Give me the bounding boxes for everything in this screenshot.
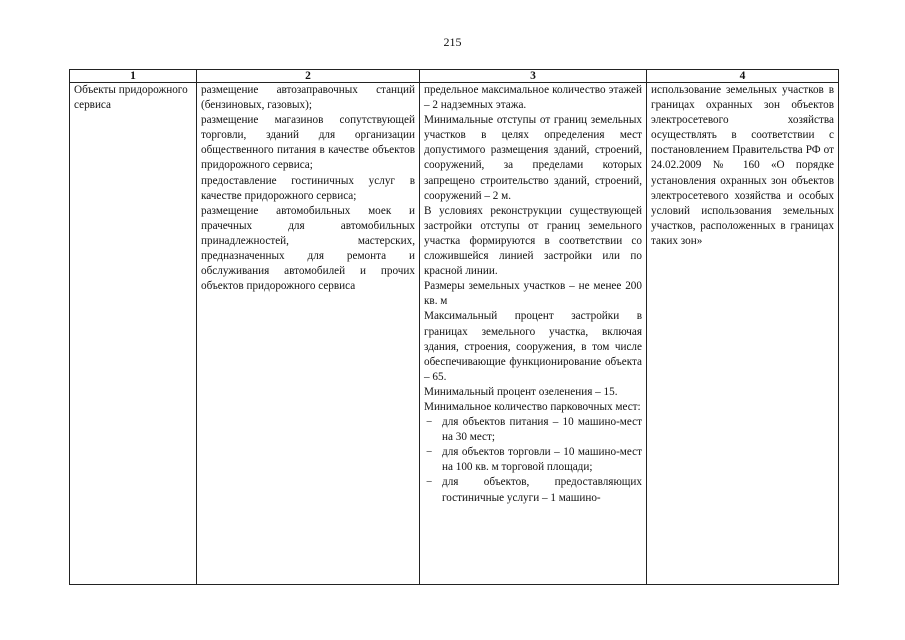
parking-list [424,415,642,506]
column-header-2: 2 [197,70,420,83]
permitted-use-item: предоставление гостиничных услуг в качестве придорожного сервиса; [201,174,415,202]
restrictions-cell [647,83,839,585]
permitted-use-item: размещение магазинов сопутствующей торговли, зданий для организации общественного питания в качестве объектов придорожного сервиса; [201,114,415,172]
permitted-use-cell [197,83,420,585]
parameters-cell [420,83,647,585]
page-number: 215 [443,35,462,49]
permitted-use-item: размещение автозаправочных станций (бензиновых, газовых); [201,84,415,112]
regulations-table [69,69,839,585]
table-row [70,83,839,585]
parameter-paragraph: предельное максимальное количество этажей – 2 надземных этажа. [424,84,642,112]
column-header-4: 4 [647,70,839,83]
parameter-paragraph: Размеры земельных участков – не менее 200 кв. м [424,280,642,308]
parameter-paragraph: Минимальное количество парковочных мест: [424,400,641,413]
column-header-3: 3 [420,70,647,83]
restrictions-text: использование земельных участков в границах охранных зон объектов электросетевого хозяйства осуществлять в соответствии с постановлением Правительства РФ от 24.02.2009 № 160 «О порядке установления охранных зон объектов электросетевого хозяйства и особых условий использования земельных участков, расположенных в границах таких зон» [651,84,834,247]
parameter-paragraph: Минимальные отступы от границ земельных участков в целях определения мест допустимого размещения зданий, строений, сооружений, за пределами которых запрещено строительство зданий, строений, сооружений – 2 м. [424,114,642,202]
list-item: − для объектов, предоставляющих гостиничные услуги – 1 машино- [424,475,642,505]
column-header-1: 1 [70,70,197,83]
parameter-paragraph: Минимальный процент озеленения – 15. [424,385,618,398]
list-item: − для объектов торговли – 10 машино-мест на 100 кв. м торговой площади; [424,445,642,475]
object-type-text: Объекты придорожного сервиса [74,84,188,112]
parameter-paragraph: Максимальный процент застройки в границах земельного участка, включая здания, строения, сооружения, в том числе обеспечивающие функционирование объекта – 65. [424,310,642,383]
parameter-paragraph: В условиях реконструкции существующей застройки отступы от границ земельного участка формируются в соответствии со сложившейся линией застройки или по красной линии. [424,204,642,278]
permitted-use-item: размещение автомобильных моек и прачечных для автомобильных принадлежностей, мастерских, предназначенных для ремонта и обслуживания автомобилей и прочих объектов придорожного сервиса [201,204,415,293]
object-type-cell [70,83,197,585]
list-item: − для объектов питания – 10 машино-мест на 30 мест; [424,415,642,445]
table-header-row [70,70,839,83]
